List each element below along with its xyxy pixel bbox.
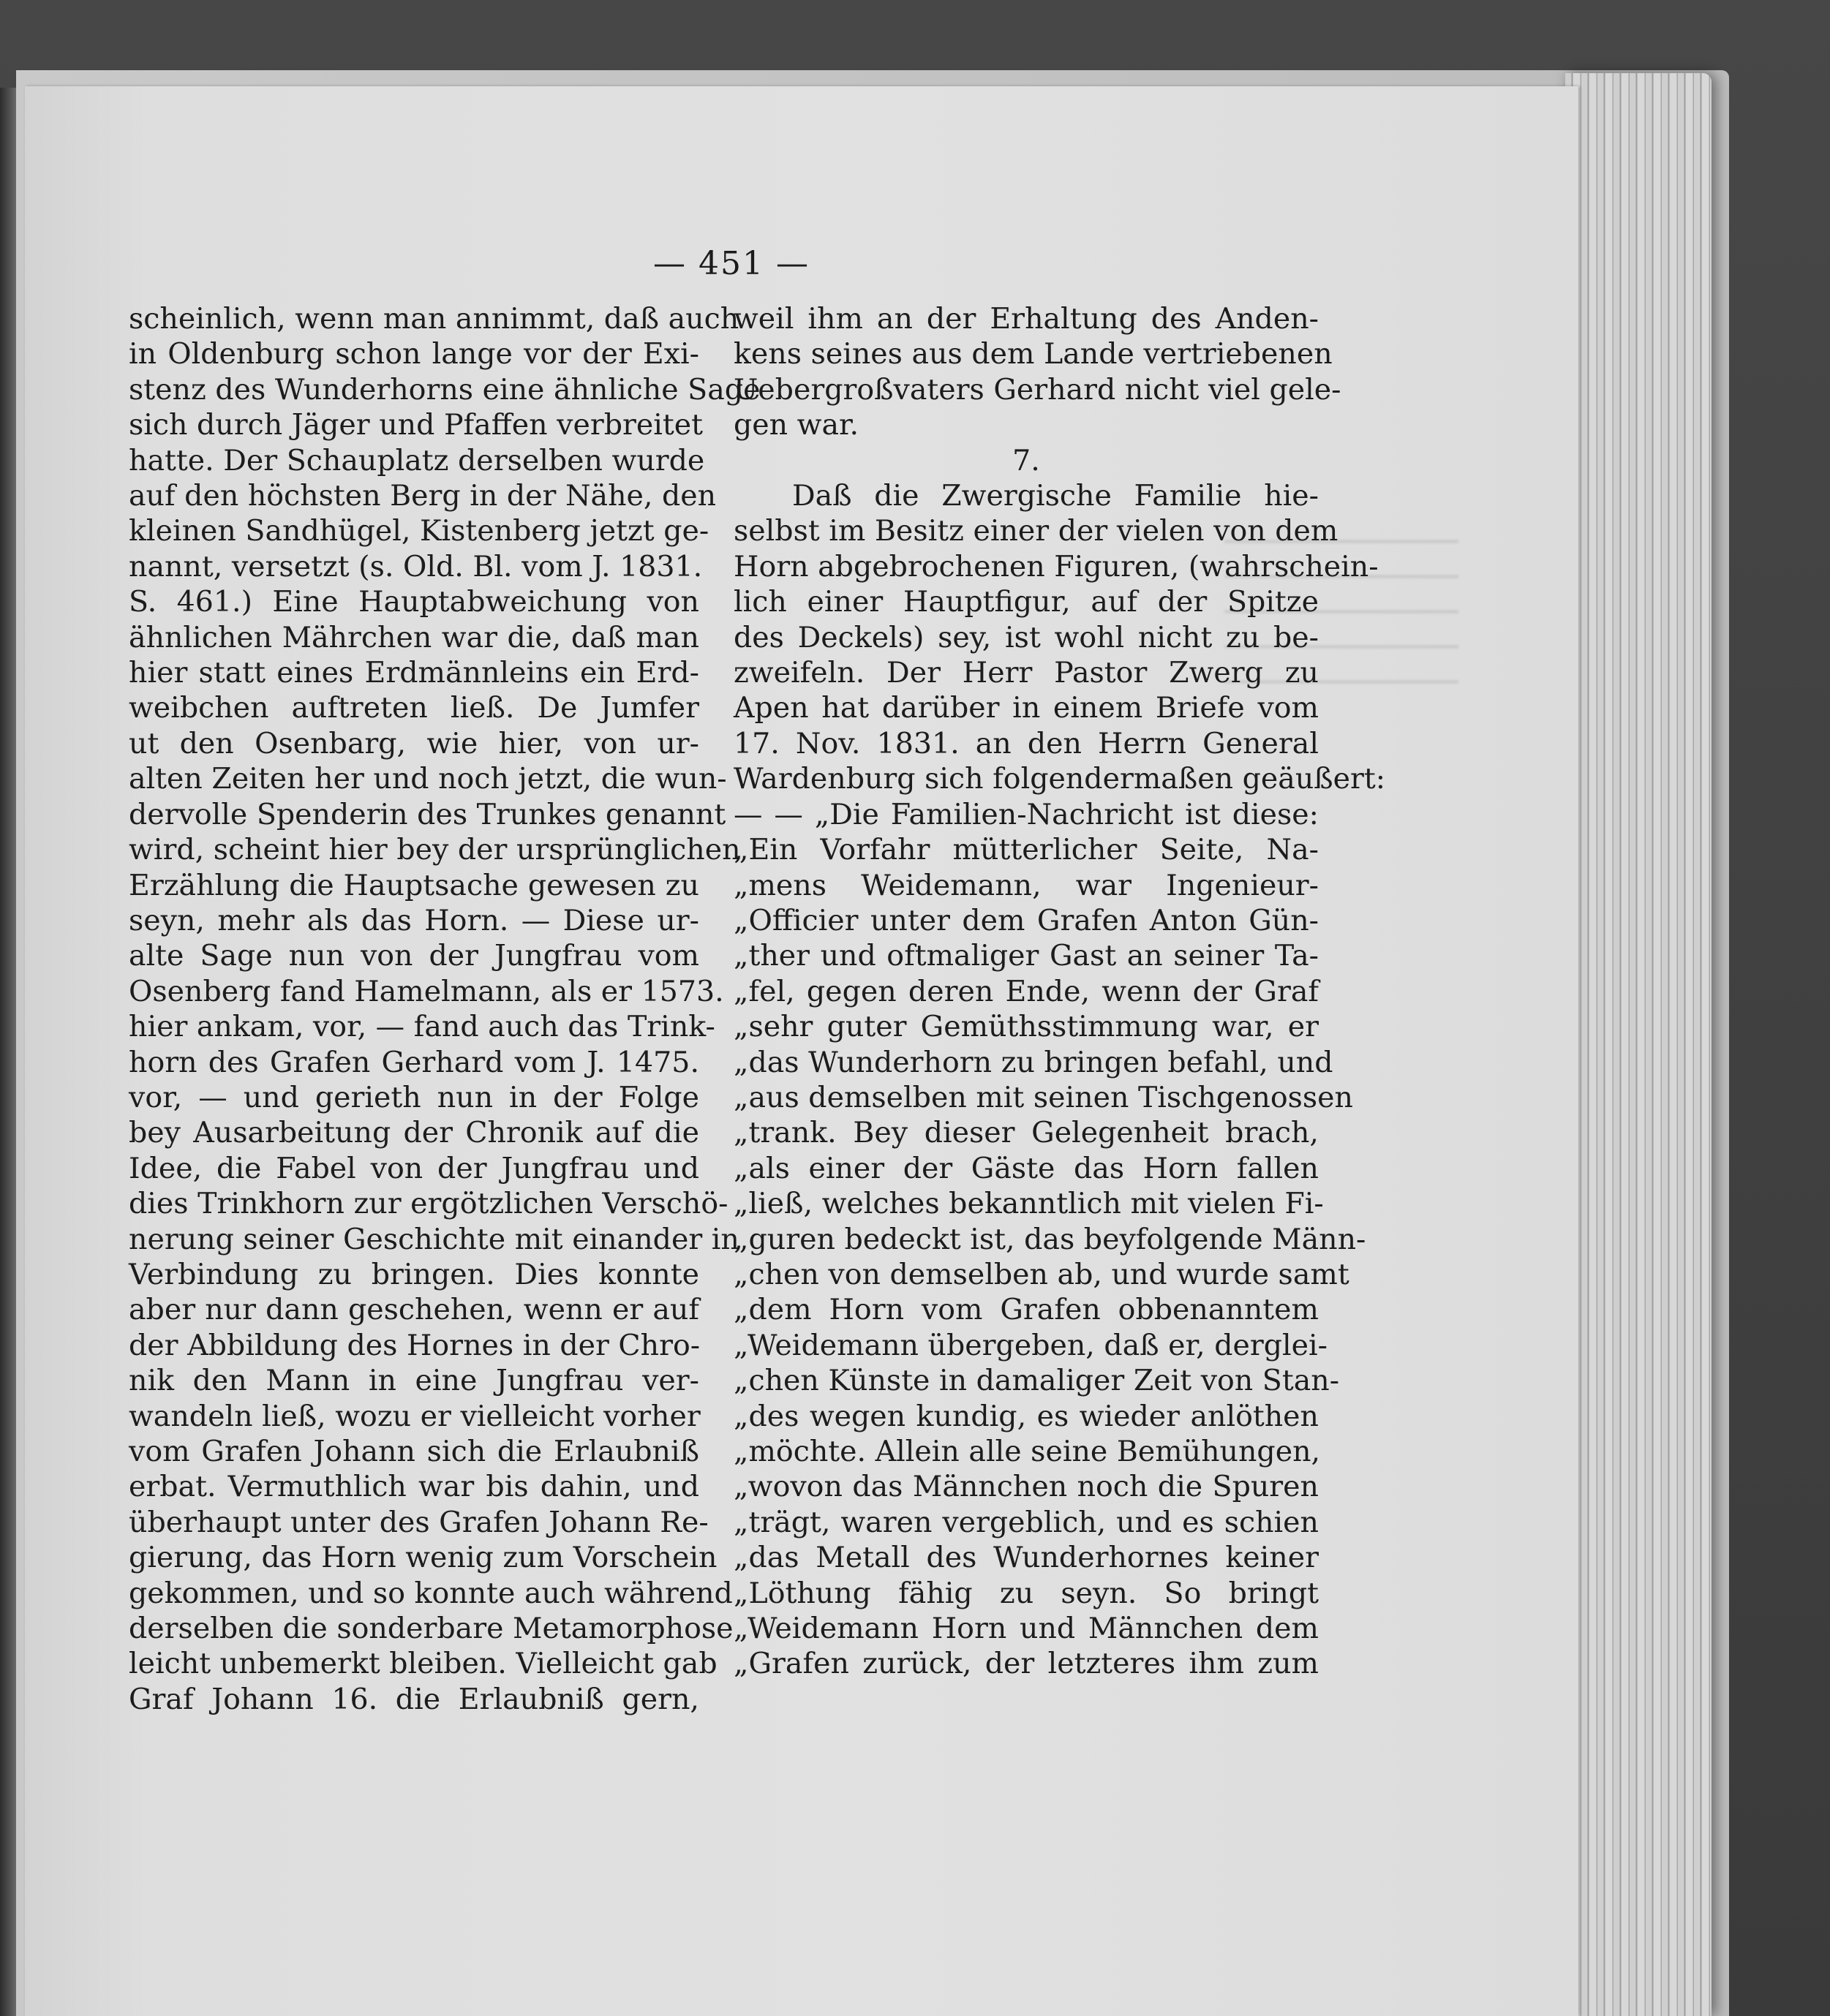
text-line: „dem Horn vom Grafen obbenanntem bbox=[734, 1293, 1319, 1327]
text-line: „Weidemann Horn und Männchen dem bbox=[734, 1612, 1319, 1646]
text-line: „das Wunderhorn zu bringen befahl, und bbox=[734, 1045, 1333, 1079]
text-line: selbst im Besitz einer der vielen von dem bbox=[734, 514, 1338, 548]
right-text-column bbox=[734, 301, 1386, 1682]
page-number-header: — 451 — bbox=[653, 245, 810, 282]
text-line: hatte. Der Schauplatz derselben wurde bbox=[129, 443, 705, 477]
text-line: „möchte. Allein alle seine Bemühungen, bbox=[734, 1435, 1321, 1468]
text-line: sich durch Jäger und Pfaffen verbreitet bbox=[129, 408, 704, 442]
text-line: der Abbildung des Hornes in der Chro- bbox=[129, 1328, 701, 1362]
text-line: „des wegen kundig, es wieder anlöthen bbox=[734, 1399, 1319, 1433]
text-line: weibchen auftreten ließ. De Jumfer bbox=[129, 691, 699, 725]
text-line: kens seines aus dem Lande vertriebenen bbox=[734, 337, 1333, 371]
text-line: dies Trinkhorn zur ergötzlichen Verschö- bbox=[129, 1187, 728, 1221]
facing-page-edge bbox=[0, 88, 16, 2016]
text-line: Apen hat darüber in einem Briefe vom bbox=[734, 691, 1319, 725]
text-line: seyn, mehr als das Horn. — Diese ur- bbox=[129, 903, 699, 937]
section-7-body bbox=[734, 478, 1386, 1682]
text-line: „als einer der Gäste das Horn fallen bbox=[734, 1151, 1319, 1185]
text-line: weil ihm an der Erhaltung des Anden- bbox=[734, 302, 1319, 336]
text-line: bey Ausarbeitung der Chronik auf die bbox=[129, 1116, 699, 1150]
text-line: erbat. Vermuthlich war bis dahin, und bbox=[129, 1470, 699, 1504]
text-line: hier ankam, vor, — fand auch das Trink- bbox=[129, 1010, 715, 1044]
right-column-continuation bbox=[734, 301, 1341, 443]
page-edges bbox=[1565, 73, 1712, 2016]
section-number: 7. bbox=[1012, 443, 1040, 477]
text-line: des Deckels) sey, ist wohl nicht zu be- bbox=[734, 620, 1319, 654]
text-line: horn des Grafen Gerhard vom J. 1475. bbox=[129, 1045, 699, 1079]
text-line: „guren bedeckt ist, das beyfolgende Männ- bbox=[734, 1222, 1366, 1256]
text-line: S. 461.) Eine Hauptabweichung von bbox=[129, 585, 699, 619]
text-line: „ließ, welches bekanntlich mit vielen Fi- bbox=[734, 1187, 1324, 1221]
text-line: gekommen, und so konnte auch während bbox=[129, 1576, 733, 1610]
text-line: gen war. bbox=[734, 408, 859, 442]
text-line: — — „Die Familien-Nachricht ist diese: bbox=[734, 797, 1319, 831]
text-line: vom Grafen Johann sich die Erlaubniß bbox=[129, 1435, 699, 1468]
text-line: hier statt eines Erdmännleins ein Erd- bbox=[129, 656, 699, 690]
text-line: ähnlichen Mährchen war die, daß man bbox=[129, 620, 699, 654]
text-line: Wardenburg sich folgendermaßen geäußert: bbox=[734, 762, 1386, 796]
text-line: wandeln ließ, wozu er vielleicht vorher bbox=[129, 1399, 701, 1433]
text-line: Verbindung zu bringen. Dies konnte bbox=[129, 1257, 699, 1291]
text-line: überhaupt unter des Grafen Johann Re- bbox=[129, 1505, 709, 1539]
text-line: Graf Johann 16. die Erlaubniß gern, bbox=[129, 1682, 699, 1716]
text-line: „trank. Bey dieser Gelegenheit brach, bbox=[734, 1116, 1319, 1150]
text-line: ut den Osenbarg, wie hier, von ur- bbox=[129, 726, 699, 760]
text-line: alten Zeiten her und noch jetzt, die wun- bbox=[129, 762, 727, 796]
text-line: Uebergroßvaters Gerhard nicht viel gele- bbox=[734, 372, 1341, 407]
text-line: „chen Künste in damaliger Zeit von Stan- bbox=[734, 1364, 1340, 1398]
text-line: alte Sage nun von der Jungfrau vom bbox=[129, 939, 699, 973]
text-line: kleinen Sandhügel, Kistenberg jetzt ge- bbox=[129, 514, 709, 548]
text-line: zweifeln. Der Herr Pastor Zwerg zu bbox=[734, 656, 1319, 690]
text-line: vor, — und gerieth nun in der Folge bbox=[129, 1080, 699, 1114]
text-line: „chen von demselben ab, und wurde samt bbox=[734, 1257, 1349, 1291]
text-line: „Löthung fähig zu seyn. So bringt bbox=[734, 1576, 1319, 1610]
text-line: 17. Nov. 1831. an den Herrn General bbox=[734, 726, 1319, 760]
text-line: derselben die sonderbare Metamorphose bbox=[129, 1612, 734, 1646]
text-line: Horn abgebrochenen Figuren, (wahrschein- bbox=[734, 549, 1379, 584]
text-line: lich einer Hauptfigur, auf der Spitze bbox=[734, 585, 1319, 619]
text-line: Osenberg fand Hamelmann, als er 1573. bbox=[129, 974, 724, 1008]
text-line: scheinlich, wenn man annimmt, daß auch bbox=[129, 302, 739, 336]
text-line: „trägt, waren vergeblich, und es schien bbox=[734, 1505, 1319, 1539]
text-line: „Grafen zurück, der letzteres ihm zum bbox=[734, 1647, 1319, 1681]
text-line: „das Metall des Wunderhornes keiner bbox=[734, 1541, 1319, 1575]
left-text-column bbox=[129, 301, 761, 1717]
text-line: nerung seiner Geschichte mit einander in bbox=[129, 1222, 739, 1256]
text-line: wird, scheint hier bey der ursprünglichen bbox=[129, 833, 741, 867]
text-line: nik den Mann in eine Jungfrau ver- bbox=[129, 1364, 699, 1398]
text-line: in Oldenburg schon lange vor der Exi- bbox=[129, 337, 699, 371]
text-line: nannt, versetzt (s. Old. Bl. vom J. 1831. bbox=[129, 549, 703, 584]
text-line: Idee, die Fabel von der Jungfrau und bbox=[129, 1151, 699, 1185]
text-line: „Weidemann übergeben, daß er, derglei- bbox=[734, 1328, 1328, 1362]
text-line: Erzählung die Hauptsache gewesen zu bbox=[129, 868, 699, 902]
text-line: „fel, gegen deren Ende, wenn der Graf bbox=[734, 974, 1319, 1008]
text-line: „mens Weidemann, war Ingenieur- bbox=[734, 868, 1319, 902]
text-line: dervolle Spenderin des Trunkes genannt bbox=[129, 797, 726, 831]
text-line: aber nur dann geschehen, wenn er auf bbox=[129, 1293, 699, 1327]
text-line: „sehr guter Gemüthsstimmung war, er bbox=[734, 1010, 1319, 1044]
text-line: „Officier unter dem Grafen Anton Gün- bbox=[734, 903, 1319, 937]
text-line: „aus demselben mit seinen Tischgenossen bbox=[734, 1080, 1353, 1114]
text-line: auf den höchsten Berg in der Nähe, den bbox=[129, 479, 717, 513]
text-line: Daß die Zwergische Familie hie- bbox=[792, 479, 1319, 513]
text-line: „wovon das Männchen noch die Spuren bbox=[734, 1470, 1319, 1504]
text-line: gierung, das Horn wenig zum Vorschein bbox=[129, 1541, 718, 1575]
text-line: leicht unbemerkt bleiben. Vielleicht gab bbox=[129, 1647, 718, 1681]
text-line: „ther und oftmaliger Gast an seiner Ta- bbox=[734, 939, 1319, 973]
text-line: stenz des Wunderhorns eine ähnliche Sage bbox=[129, 372, 761, 407]
text-line: „Ein Vorfahr mütterlicher Seite, Na- bbox=[734, 833, 1319, 867]
